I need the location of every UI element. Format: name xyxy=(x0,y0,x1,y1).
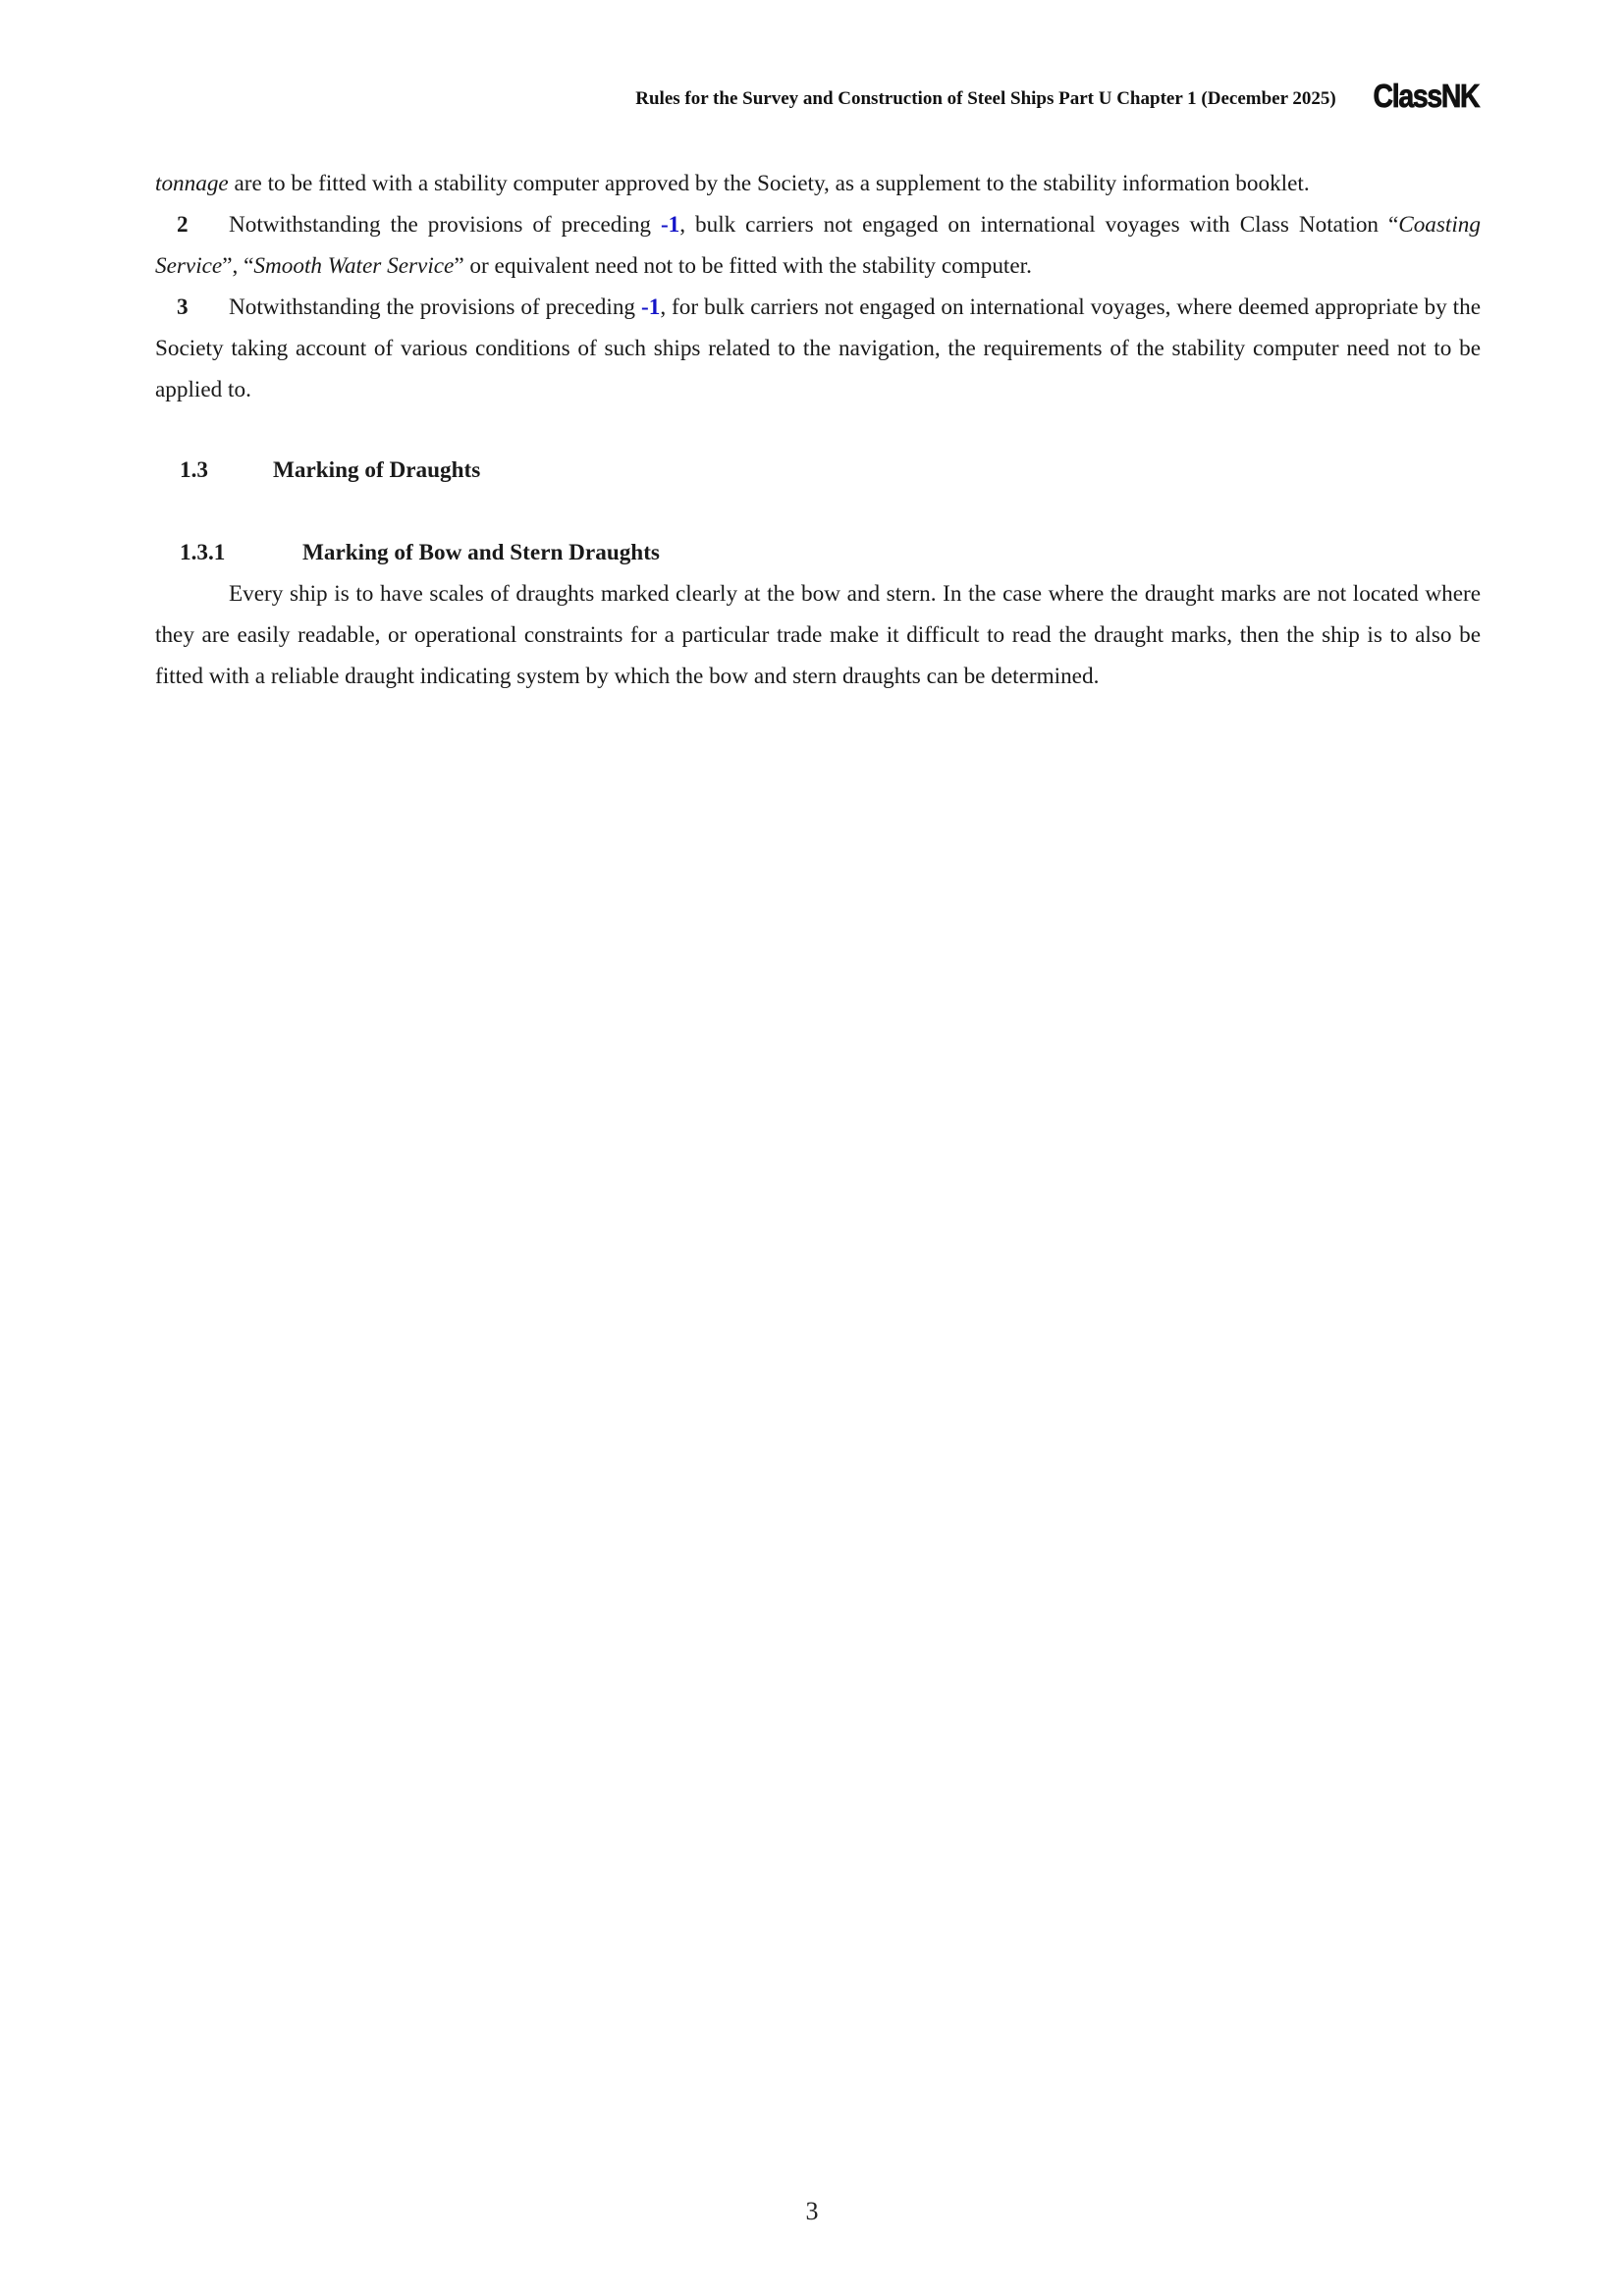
subsection-number: 1.3.1 xyxy=(180,540,226,565)
cross-reference-link[interactable]: -1 xyxy=(640,294,661,320)
header-title: Rules for the Survey and Construction of Steel Ships Part U Chapter 1 (December 2025) xyxy=(635,88,1336,109)
page-content xyxy=(155,163,1481,697)
paragraph-text: are to be fitted with a stability computer approved by the Society, as a supplement to the stability information booklet. xyxy=(228,171,1310,196)
paragraph-number: 3 xyxy=(177,294,189,320)
paragraph-1-3-1 xyxy=(155,573,1481,697)
paragraph-continuation xyxy=(155,163,1481,204)
section-title: Marking of Draughts xyxy=(273,457,481,483)
section-heading xyxy=(155,450,1481,491)
paragraph-text: ” or equivalent need not to be fitted with the stability computer. xyxy=(454,253,1032,279)
running-header xyxy=(635,77,1479,116)
classnk-logo: ClassNK xyxy=(1373,78,1479,114)
paragraph-text: , bulk carriers not engaged on international voyages with Class Notation “ xyxy=(679,212,1399,238)
page-number: 3 xyxy=(805,2197,819,2225)
paragraph-text: , for bulk carriers not engaged on international voyages, where deemed appropriate by the Society taking account of various conditions of such ships related to the navigation, the requirements of the stability computer need not to be applied to. xyxy=(155,294,1481,402)
paragraph-3 xyxy=(155,287,1481,410)
paragraph-text: Every ship is to have scales of draughts marked clearly at the bow and stern. In the case where the draught marks are not located where they are easily readable, or operational constraints for a particular trade make it difficult to read the draught marks, then the ship is to also be fitted with a reliable draught indicating system by which the bow and stern draughts can be determined. xyxy=(155,581,1481,689)
subsection-heading xyxy=(155,532,1481,573)
paragraph-number: 2 xyxy=(177,212,189,238)
paragraph-2 xyxy=(155,204,1481,287)
paragraph-text: ”, “ xyxy=(222,253,254,279)
subsection-title: Marking of Bow and Stern Draughts xyxy=(302,540,660,565)
paragraph-text: Notwithstanding the provisions of preceding xyxy=(229,294,641,320)
class-notation: Smooth Water Service xyxy=(253,253,455,279)
italic-term: tonnage xyxy=(155,171,229,196)
cross-reference-link[interactable]: -1 xyxy=(660,212,680,238)
paragraph-text: Notwithstanding the provisions of preceding xyxy=(229,212,661,238)
class-notation: Coasting Service xyxy=(155,212,1481,279)
section-number: 1.3 xyxy=(180,457,208,483)
